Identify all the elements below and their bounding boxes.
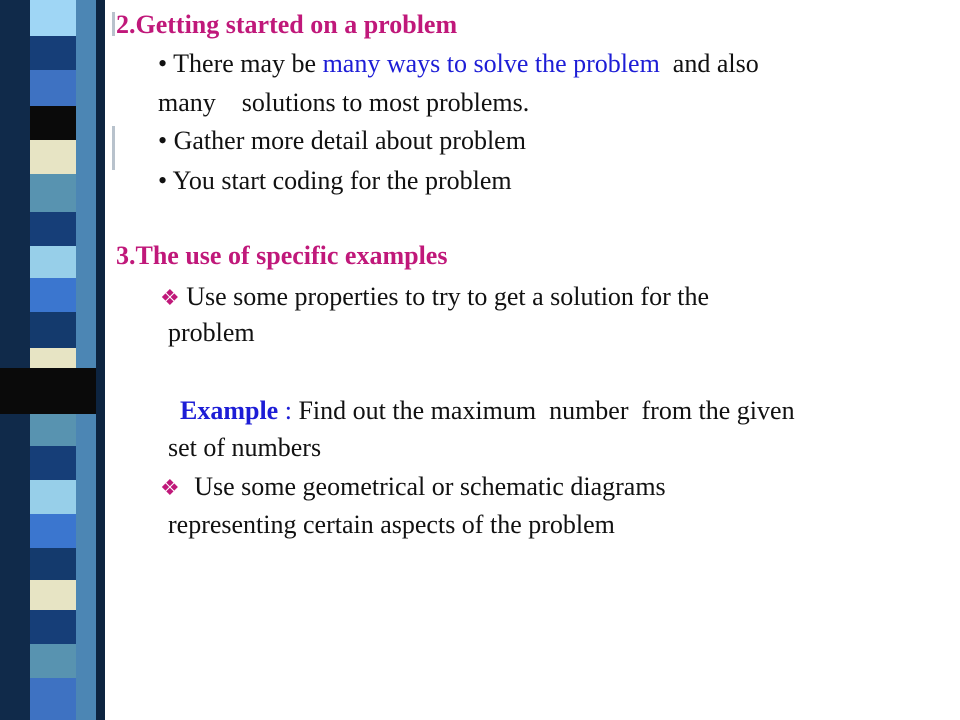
bullet-dot: • (158, 166, 168, 195)
section2-bullet2 (158, 126, 526, 156)
sidebar-block (30, 106, 76, 140)
sidebar-block (30, 446, 76, 480)
example-colon: : (278, 396, 299, 425)
section3-heading: 3.The use of specific examples (116, 241, 448, 270)
diamond-bullet-icon: ❖ (160, 285, 180, 310)
sidebar-block (30, 548, 76, 580)
sidebar-block (30, 514, 76, 548)
bullet-marker (112, 12, 115, 36)
section3-point2 (160, 472, 666, 503)
example-text: Find out the maximum number from the given (298, 396, 795, 425)
sidebar-block (30, 480, 76, 514)
section2-bullet3 (158, 166, 512, 196)
bullet-marker (112, 126, 115, 170)
sidebar-block (30, 36, 76, 70)
bullet3-text: You start coding for the problem (172, 166, 512, 195)
point2-text: Use some geometrical or schematic diagrams (194, 472, 666, 501)
example-label: Example (180, 396, 279, 425)
sidebar-block (30, 312, 76, 348)
bullet-dot: • (158, 49, 168, 78)
sidebar-block (30, 0, 76, 36)
sidebar-block (30, 644, 76, 678)
sidebar-block (30, 414, 76, 446)
sidebar-block (30, 246, 76, 278)
bullet2-text: Gather more detail about problem (173, 126, 526, 155)
sidebar-block (30, 278, 76, 312)
section2-bullet1 (158, 49, 759, 79)
sidebar-block (0, 368, 96, 414)
section3-point2-line2: representing certain aspects of the problem (168, 510, 615, 539)
bullet1-text-post: and also (659, 49, 759, 78)
bullet-dot: • (158, 126, 168, 155)
sidebar-dark-column (0, 0, 30, 720)
sidebar-block (30, 140, 76, 174)
sidebar-block (30, 348, 76, 368)
sidebar-edge (96, 0, 105, 720)
section2-heading: 2.Getting started on a problem (116, 10, 458, 39)
diamond-bullet-icon: ❖ (160, 475, 180, 500)
point1-text: Use some properties to try to get a solution for the (186, 282, 710, 311)
section3-point1 (160, 282, 709, 313)
sidebar-block (30, 678, 76, 720)
example-line (180, 396, 795, 426)
sidebar-block (30, 212, 76, 246)
example-line2: set of numbers (168, 433, 322, 462)
section2-bullet1-line2: many solutions to most problems. (158, 88, 530, 117)
sidebar-block (30, 174, 76, 212)
decorative-sidebar (0, 0, 105, 720)
bullet1-text-pre: There may be (173, 49, 323, 78)
sidebar-block (30, 580, 76, 610)
section3-point1-line2: problem (168, 318, 255, 347)
bullet1-emphasis: many ways to solve the problem (322, 49, 660, 78)
sidebar-block (30, 70, 76, 106)
sidebar-block (30, 610, 76, 644)
